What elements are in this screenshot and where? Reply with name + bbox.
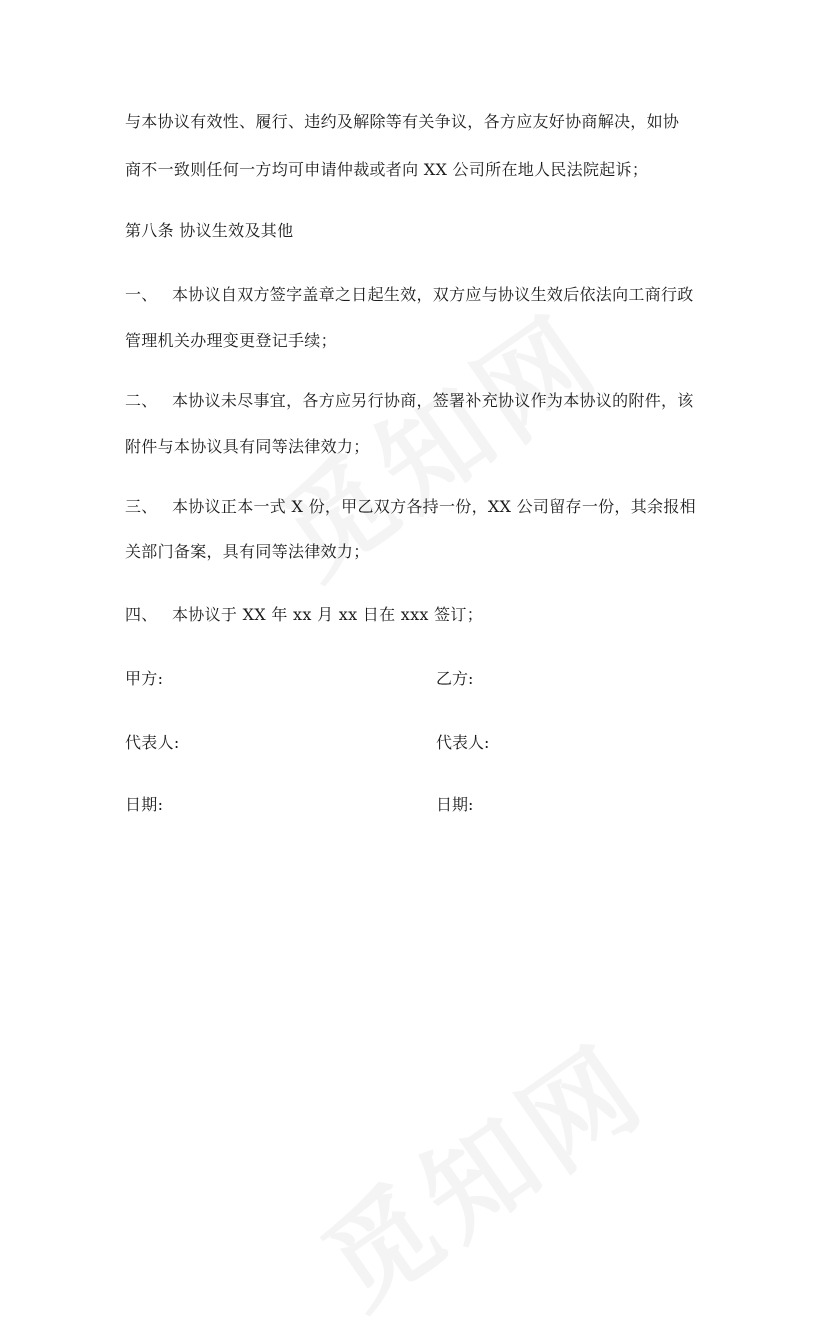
representative-b-label: 代表人: — [436, 733, 490, 752]
list-item-number: 一、 — [125, 285, 158, 304]
list-item-text: 本协议正本一式 X 份，甲乙双方各持一份，XX 公司留存一份，其余报相 — [172, 497, 696, 516]
list-item — [125, 497, 696, 517]
paragraph-line: 与本协议有效性、履行、违约及解除等有关争议，各方应友好协商解决，如协 — [125, 112, 680, 131]
watermark — [287, 1001, 673, 1337]
list-item-text: 本协议于 XX 年 xx 月 xx 日在 xxx 签订； — [172, 605, 484, 624]
date-b-label: 日期: — [436, 795, 474, 814]
list-item-number: 三、 — [125, 497, 158, 516]
paragraph-line: 关部门备案，具有同等法律效力； — [125, 542, 370, 561]
party-b-label: 乙方: — [436, 669, 474, 688]
paragraph-line: 商不一致则任何一方均可申请仲裁或者向 XX 公司所在地人民法院起诉； — [125, 160, 649, 179]
list-item-text: 本协议未尽事宜，各方应另行协商，签署补充协议作为本协议的附件，该 — [172, 391, 694, 410]
paragraph-line: 管理机关办理变更登记手续； — [125, 331, 337, 350]
list-item — [125, 605, 483, 625]
paragraph-line: 附件与本协议具有同等法律效力； — [125, 437, 370, 456]
list-item-number: 四、 — [125, 605, 158, 624]
party-a-label: 甲方: — [125, 669, 164, 688]
list-item-text: 本协议自双方签字盖章之日起生效，双方应与协议生效后依法向工商行政 — [172, 285, 694, 304]
list-item — [125, 391, 694, 411]
article-title: 第八条 协议生效及其他 — [125, 221, 294, 240]
date-a-label: 日期: — [125, 795, 164, 814]
list-item-number: 二、 — [125, 391, 158, 410]
representative-a-label: 代表人: — [125, 733, 180, 752]
list-item — [125, 285, 694, 305]
